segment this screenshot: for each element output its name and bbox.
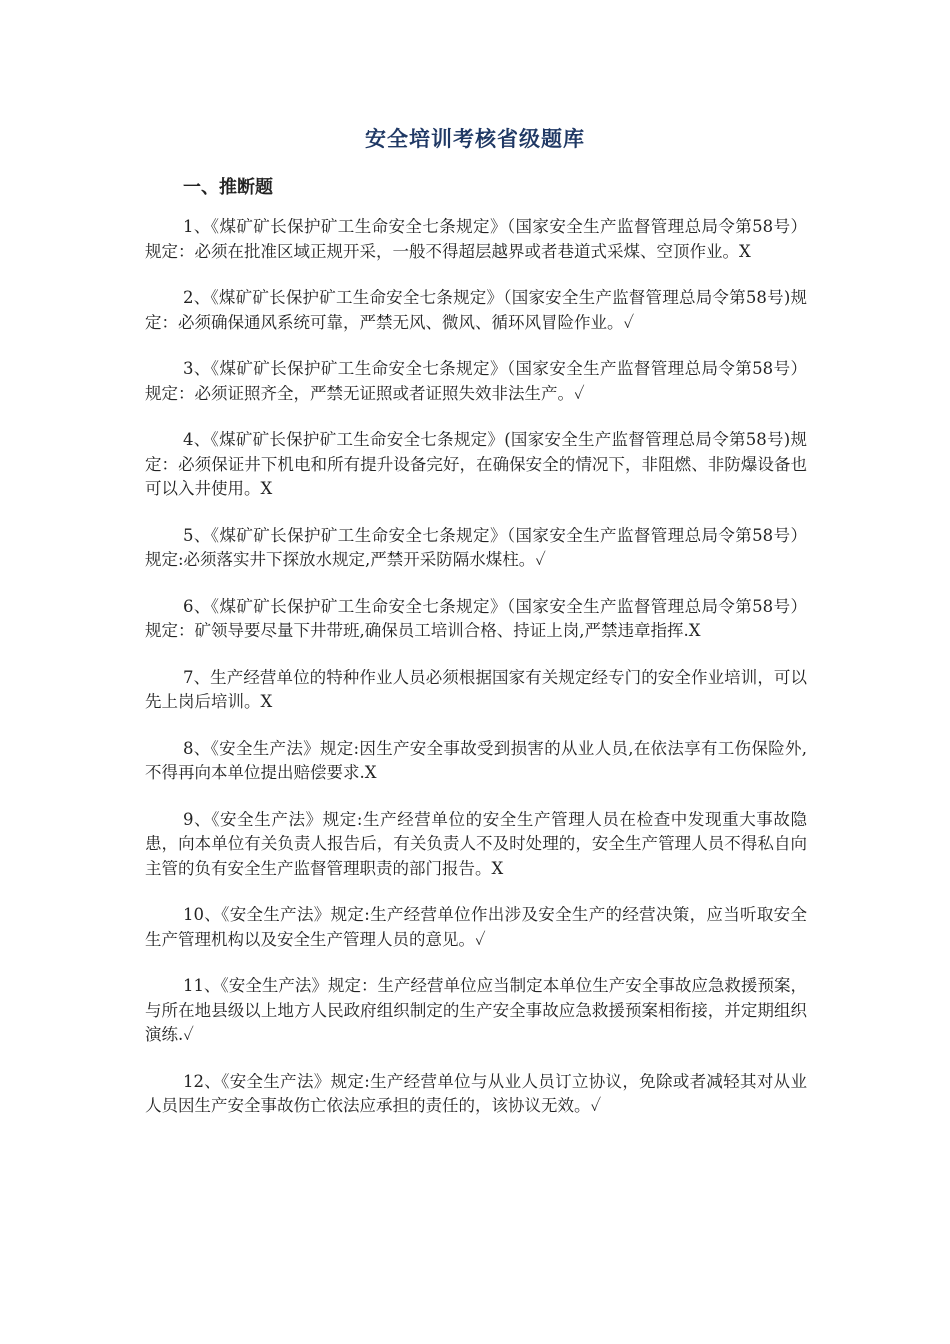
- page-title: 安全培训考核省级题库: [365, 127, 585, 151]
- question-item: 8、《安全生产法》规定:因生产安全事故受到损害的从业人员,在依法享有工伤保险外,不得再向本单位提出赔偿要求.X: [145, 738, 807, 782]
- question-list: [145, 215, 807, 1141]
- question-item: 7、生产经营单位的特种作业人员必须根据国家有关规定经专门的安全作业培训，可以先上岗后培训。X: [145, 667, 807, 711]
- question-item: 11、《安全生产法》规定：生产经营单位应当制定本单位生产安全事故应急救援预案，与所在地县级以上地方人民政府组织制定的生产安全事故应急救援预案相衔接，并定期组织演练.✓: [145, 976, 807, 1044]
- question-item: 3、《煤矿矿长保护矿工生命安全七条规定》（国家安全生产监督管理总局令第58号）规定：必须证照齐全，严禁无证照或者证照失效非法生产。✓: [145, 359, 807, 403]
- question-item: 10、《安全生产法》规定:生产经营单位作出涉及安全生产的经营决策，应当听取安全生产管理机构以及安全生产管理人员的意见。✓: [145, 905, 807, 949]
- question-item: 1、《煤矿矿长保护矿工生命安全七条规定》（国家安全生产监督管理总局令第58号）规定：必须在批准区域正规开采，一般不得超层越界或者巷道式采煤、空顶作业。X: [145, 217, 807, 261]
- question-item: 4、《煤矿矿长保护矿工生命安全七条规定》(国家安全生产监督管理总局令第58号)规定：必须保证井下机电和所有提升设备完好，在确保安全的情况下，非阻燃、非防爆设备也可以入井使用。X: [145, 430, 807, 498]
- section-heading: 一、推断题: [183, 177, 273, 198]
- question-item: 6、《煤矿矿长保护矿工生命安全七条规定》（国家安全生产监督管理总局令第58号）规定：矿领导要尽量下井带班,确保员工培训合格、持证上岗,严禁违章指挥.X: [145, 596, 807, 640]
- question-item: 12、《安全生产法》规定:生产经营单位与从业人员订立协议，免除或者减轻其对从业人员因生产安全事故伤亡依法应承担的责任的，该协议无效。✓: [145, 1071, 807, 1115]
- question-item: 9、《安全生产法》规定:生产经营单位的安全生产管理人员在检查中发现重大事故隐患，向本单位有关负责人报告后，有关负责人不及时处理的，安全生产管理人员不得私自向主管的负有安全生产监督管理职责的部门报告。X: [145, 809, 807, 878]
- question-item: 5、《煤矿矿长保护矿工生命安全七条规定》（国家安全生产监督管理总局令第58号）规定:必须落实井下探放水规定,严禁开采防隔水煤柱。✓: [145, 525, 807, 569]
- question-item: 2、《煤矿矿长保护矿工生命安全七条规定》（国家安全生产监督管理总局令第58号)规定：必须确保通风系统可靠，严禁无风、微风、循环风冒险作业。✓: [145, 288, 807, 332]
